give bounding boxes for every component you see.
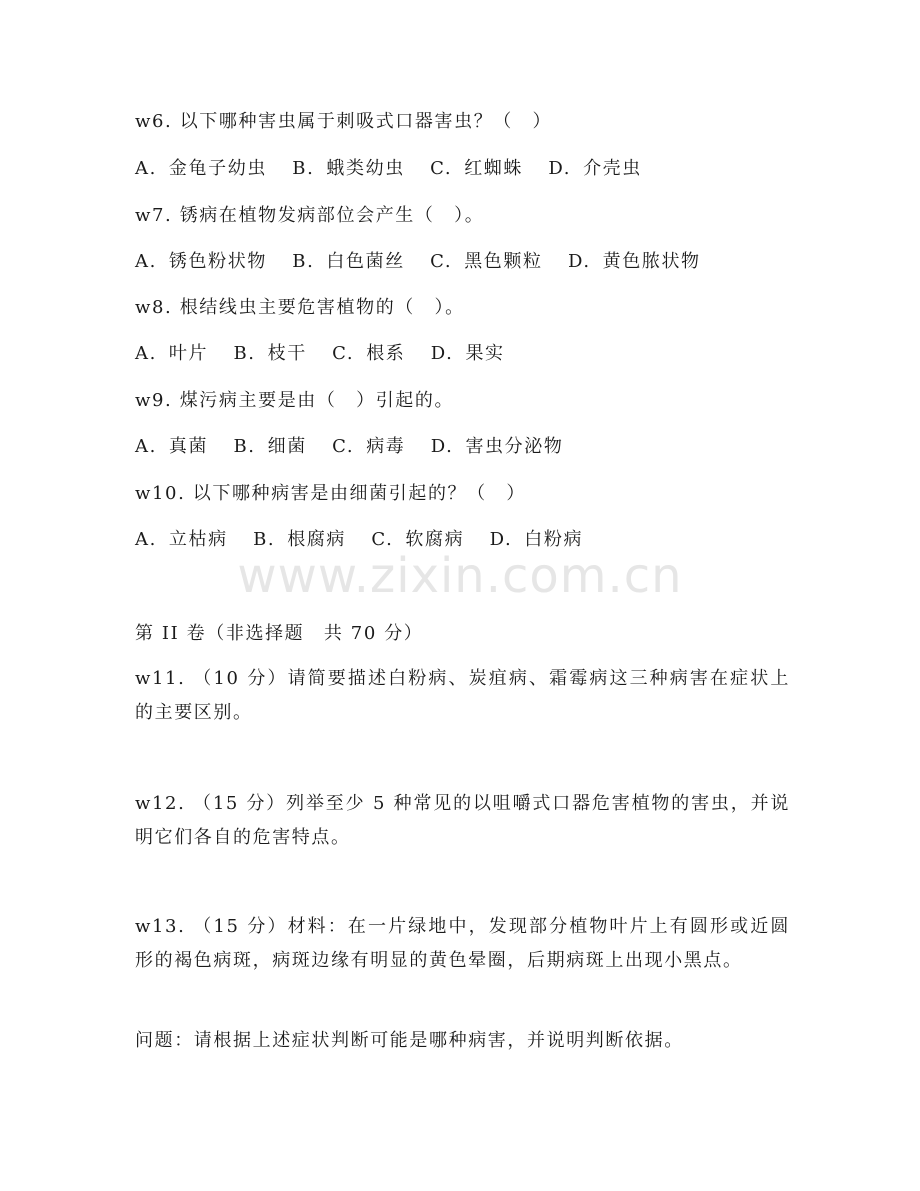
option-letter: B. (233, 343, 256, 364)
option-letter: C. (332, 343, 355, 364)
option-c (430, 157, 523, 181)
section-title: 第 II 卷（非选择题 共 70 分） (135, 623, 424, 644)
option-d (431, 342, 505, 366)
option-letter: D. (430, 436, 454, 457)
option-letter: A. (135, 251, 157, 272)
option-letter: C. (430, 158, 453, 179)
option-text: 黑色颗粒 (464, 251, 543, 272)
option-text: 害虫分泌物 (465, 436, 564, 457)
option-text: 枝干 (267, 343, 307, 364)
option-letter: C. (332, 436, 355, 457)
option-letter: A. (135, 436, 157, 457)
option-letter: A. (135, 343, 157, 364)
options-w9 (135, 435, 785, 459)
option-letter: D. (567, 251, 591, 272)
option-letter: B. (292, 251, 315, 272)
option-c (332, 435, 405, 459)
option-letter: B. (233, 436, 256, 457)
watermark: www.zixin.com.cn (237, 548, 683, 604)
option-text: 真菌 (168, 436, 209, 457)
options-w6 (135, 157, 785, 181)
option-b (253, 528, 346, 552)
option-letter: D. (489, 529, 513, 550)
option-a (135, 528, 228, 552)
option-b (233, 342, 306, 366)
option-a (135, 435, 208, 459)
option-c (371, 528, 464, 552)
option-letter: A. (135, 529, 157, 550)
option-text: 细菌 (267, 436, 307, 457)
option-letter: C. (371, 529, 394, 550)
option-d (490, 528, 584, 552)
question-stem-w9: w9. 煤污病主要是由（ ）引起的。 (135, 390, 455, 411)
option-d (568, 250, 701, 274)
question-stem-w10: w10. 以下哪种病害是由细菌引起的？（ ） (135, 483, 526, 504)
option-text: 锈色粉状物 (168, 251, 267, 272)
option-letter: D. (548, 158, 572, 179)
question-w13-prompt: 问题：请根据上述症状判断可能是哪种病害，并说明判断依据。 (135, 1030, 684, 1051)
option-text: 白色菌丝 (326, 251, 405, 272)
option-c (430, 250, 542, 274)
option-letter: B. (253, 529, 276, 550)
option-text: 红蜘蛛 (464, 158, 524, 179)
options-w10 (135, 528, 785, 552)
option-text: 果实 (465, 343, 505, 364)
question-w13-material: w13. （15 分）材料：在一片绿地中，发现部分植物叶片上有圆形或近圆形的褐色病斑，病斑边缘有明显的黄色晕圈，后期病斑上出现小黑点。 (135, 916, 790, 971)
option-text: 立枯病 (168, 529, 228, 550)
option-text: 软腐病 (405, 529, 465, 550)
option-letter: C. (430, 251, 453, 272)
option-b (292, 250, 405, 274)
option-text: 病毒 (366, 436, 406, 457)
question-w12: w12. （15 分）列举至少 5 种常见的以咀嚼式口器危害植物的害虫，并说明它们各自的危害特点。 (135, 793, 790, 848)
option-text: 根腐病 (287, 529, 347, 550)
option-a (135, 342, 208, 366)
option-letter: B. (292, 158, 315, 179)
option-a (135, 250, 267, 274)
option-text: 白粉病 (524, 529, 584, 550)
options-w7 (135, 250, 785, 274)
option-text: 介壳虫 (583, 158, 642, 179)
question-w11: w11. （10 分）请简要描述白粉病、炭疽病、霜霉病这三种病害在症状上的主要区别。 (135, 668, 790, 723)
option-d (548, 157, 642, 181)
option-b (233, 435, 306, 459)
question-stem-w6: w6. 以下哪种害虫属于刺吸式口器害虫？（ ） (135, 111, 553, 132)
question-stem-w8: w8. 根结线虫主要危害植物的（ ）。 (135, 297, 465, 318)
option-text: 根系 (366, 343, 406, 364)
option-a (135, 157, 267, 181)
options-w8 (135, 342, 785, 366)
question-stem-w7: w7. 锈病在植物发病部位会产生（ ）。 (135, 205, 485, 226)
option-letter: D. (430, 343, 454, 364)
option-b (292, 157, 405, 181)
option-text: 黄色脓状物 (602, 251, 701, 272)
option-text: 蛾类幼虫 (326, 158, 405, 179)
option-letter: A. (135, 158, 157, 179)
option-d (431, 435, 564, 459)
option-text: 金龟子幼虫 (168, 158, 267, 179)
option-text: 叶片 (168, 343, 209, 364)
option-c (332, 342, 405, 366)
